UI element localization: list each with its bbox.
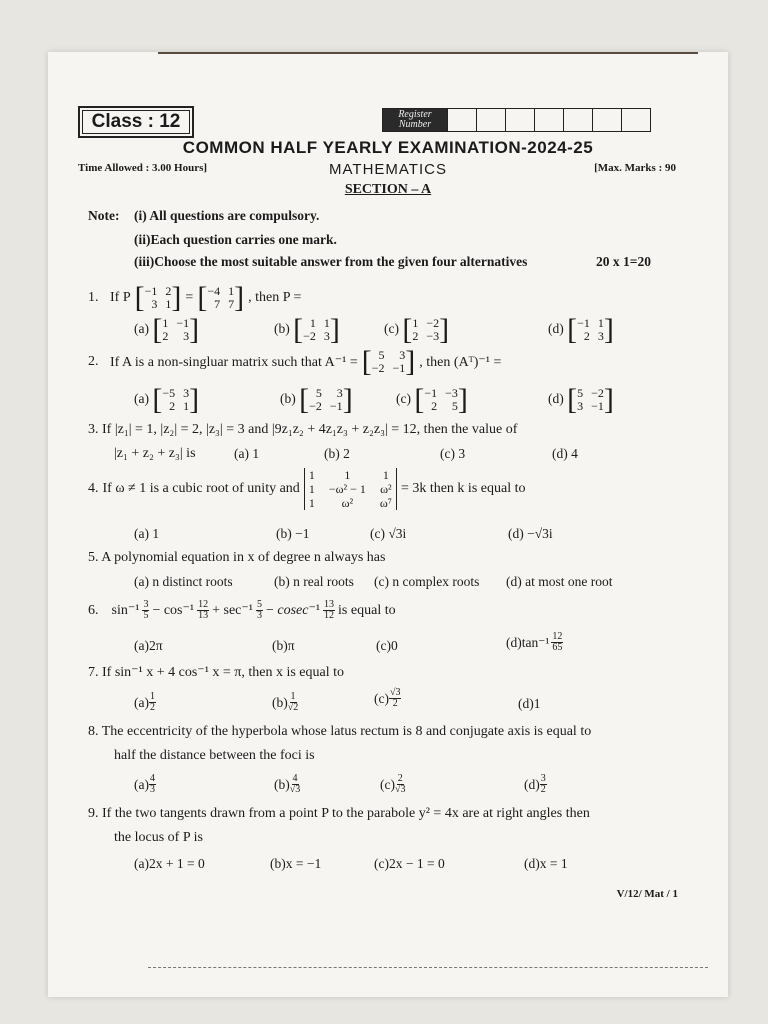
option-c: (c)0	[376, 638, 398, 653]
option-c: (c) [ 1 −2 2 −3 ]	[384, 313, 450, 346]
matrix-entry: 1	[323, 316, 330, 330]
matrix-entry: −1	[577, 316, 590, 330]
option-b: (b)π	[272, 638, 295, 653]
matrix-entry: 2	[165, 284, 172, 298]
option-d: (d)tan⁻¹ $\frac{12}{65}$	[506, 631, 563, 653]
matrix-entry: −1	[329, 399, 343, 413]
note-item: (iii)Choose the most suitable answer from the given four alternatives	[134, 254, 528, 269]
matrix-entry: 1	[165, 297, 172, 311]
matrix-entry: 2	[583, 329, 590, 343]
option-b: (b) [ 1 1 −2 3 ]	[274, 313, 340, 346]
matrix-entry: −2	[371, 361, 385, 375]
question-8-line2: half the distance between the foci is	[114, 748, 315, 763]
matrix-entry: 3	[183, 386, 190, 400]
matrix-entry: 1	[412, 316, 419, 330]
matrix-entry: −2	[303, 329, 316, 343]
option-a: (a)2x + 1 = 0	[134, 856, 205, 871]
note-label: Note:	[88, 208, 120, 223]
option-b: (b) −1	[276, 526, 310, 541]
option-c: (c) $\frac{2}{√3}$	[380, 773, 406, 795]
matrix-entry: −ω² − 1	[328, 482, 366, 496]
class-label: Class : 12	[78, 106, 194, 138]
option-a: (a) 1	[134, 526, 160, 541]
matrix-entry: 1	[228, 284, 235, 298]
question-5: 5. A polynomial equation in x of degree n always has	[88, 550, 386, 565]
matrix-entry: 7	[214, 297, 221, 311]
note-item: (ii)Each question carries one mark.	[134, 232, 337, 247]
question-7: 7. If sin⁻¹ x + 4 cos⁻¹ x = π, then x is equal to	[88, 665, 345, 680]
matrix-entry: 5	[378, 348, 385, 362]
matrix-entry: −4	[207, 284, 221, 298]
option-c: (c) n complex roots	[374, 574, 480, 589]
option-c: (c) [ −1 −3 2 5 ]	[396, 383, 468, 416]
matrix-entry: 1	[597, 316, 604, 330]
option-a: (a)2π	[134, 638, 163, 653]
matrix-entry: 3	[399, 348, 406, 362]
matrix-entry: −1	[392, 361, 406, 375]
matrix-entry: 3	[597, 329, 604, 343]
matrix-entry: −2	[591, 386, 604, 400]
matrix-entry: −3	[445, 386, 458, 400]
matrix-entry: 1	[308, 496, 315, 510]
matrix-entry: ω²	[341, 496, 354, 510]
exam-title: COMMON HALF YEARLY EXAMINATION-2024-25	[182, 138, 594, 157]
option-d: (d)1	[518, 696, 541, 711]
question-4: 4. If ω ≠ 1 is a cubic root of unity and 1 1 1 1 −ω² − 1 ω² 1 ω² ω⁷ = 3k then k is equal to	[88, 468, 526, 510]
matrix-entry: 5	[451, 399, 458, 413]
matrix-entry: 3	[151, 297, 158, 311]
option-d: (d) $\frac{3}{2}$	[524, 773, 546, 795]
top-rule	[158, 52, 698, 54]
matrix-entry: 1	[309, 316, 316, 330]
option-b: (b) 2	[324, 446, 350, 461]
option-c: (c)2x − 1 = 0	[374, 856, 445, 871]
option-d: (d) [ 5 −2 3 −1 ]	[548, 383, 614, 416]
bottom-dashed-rule	[148, 967, 708, 968]
question-6: 6. sin⁻¹ $\frac{3}{5}$ − cos⁻¹ $\frac{12}{13}$ + sec⁻¹ $\frac{5}{3}$ − cosec⁻¹ $\frac{13}{12}$ is equal to	[88, 599, 396, 621]
page-footer: V/12/ Mat / 1	[616, 888, 678, 900]
subject-title: MATHEMATICS	[329, 161, 447, 178]
matrix-entry: 5	[315, 386, 322, 400]
option-d: (d)x = 1	[524, 856, 568, 871]
option-d: (d) [ −1 1 2 3 ]	[548, 313, 614, 346]
matrix-entry: 3	[323, 329, 330, 343]
matrix-entry: −2	[309, 399, 322, 413]
matrix-entry: 3	[577, 399, 584, 413]
option-c: (c) √3i	[370, 526, 407, 541]
question-9: 9. If the two tangents drawn from a point P to the parabole y² = 4x are at right angles then	[88, 806, 590, 821]
option-b: (b) $\frac{4}{√3}$	[274, 773, 301, 795]
determinant	[304, 468, 397, 510]
matrix-entry: −2	[426, 316, 440, 330]
note-item: (i) All questions are compulsory.	[134, 208, 320, 223]
option-a: (a) $\frac{4}{3}$	[134, 773, 155, 795]
question-3: 3. If |z₁| = 1, |z₂| = 2, |z₃| = 3 and |9z₁z₂ + 4z₁z₃ + z₂z₃| = 12, then the value of	[88, 422, 518, 437]
matrix-entry: 1	[308, 482, 315, 496]
matrix-entry: −1	[424, 386, 438, 400]
option-a: (a) $\frac{1}{2}$	[134, 691, 155, 713]
question-3-line2: |z₁ + z₂ + z₃| is	[114, 446, 196, 461]
matrix-entry: 2	[412, 329, 419, 343]
option-b: (b) $\frac{1}{√2}$	[272, 691, 299, 713]
option-a: (a) 1	[234, 446, 260, 461]
marks-allocation: 20 x 1=20	[596, 254, 651, 269]
matrix-entry: 1	[183, 399, 190, 413]
matrix-entry: ω⁷	[379, 496, 392, 510]
option-c: (c) $\frac{√3}{2}$	[374, 687, 401, 709]
matrix-entry: −1	[144, 284, 158, 298]
matrix-entry: 1	[382, 468, 389, 482]
matrix-entry: 2	[431, 399, 438, 413]
time-allowed: Time Allowed : 3.00 Hours]	[78, 162, 208, 174]
question-8: 8. The eccentricity of the hyperbola whose latus rectum is 8 and conjugate axis is equal to	[88, 724, 592, 739]
matrix-entry: 2	[162, 329, 169, 343]
matrix-entry: 1	[344, 468, 351, 482]
option-c: (c) 3	[440, 446, 466, 461]
matrix-entry: 1	[308, 468, 315, 482]
matrix-entry: 3	[336, 386, 343, 400]
option-b: (b) [ 5 3 −2 −1 ]	[280, 383, 353, 416]
register-label: Register Number	[383, 109, 447, 131]
matrix-entry: 2	[169, 399, 176, 413]
matrix: [ −1 2 3 1 ]	[134, 281, 182, 314]
matrix-entry: −1	[591, 399, 604, 413]
matrix-entry: 7	[228, 297, 235, 311]
option-d: (d) −√3i	[508, 526, 553, 541]
option-d: (d) at most one root	[506, 574, 613, 589]
option-b: (b) n real roots	[274, 574, 354, 589]
exam-paper	[48, 52, 728, 997]
matrix-entry: ω²	[380, 482, 392, 496]
matrix-entry: −1	[176, 316, 190, 330]
section-heading: SECTION – A	[344, 182, 432, 197]
question-9-line2: the locus of P is	[114, 830, 203, 845]
register-number-box	[382, 108, 651, 132]
option-a: (a) [ −5 3 2 1 ]	[134, 383, 200, 416]
max-marks: [Max. Marks : 90	[594, 162, 676, 174]
option-a: (a) n distinct roots	[134, 574, 233, 589]
matrix-entry: 5	[577, 386, 584, 400]
matrix-entry: −3	[426, 329, 440, 343]
option-a: (a) [ 1 −1 2 3 ]	[134, 313, 200, 346]
matrix: [ −4 1 7 7 ]	[197, 281, 245, 314]
matrix-entry: 1	[162, 316, 169, 330]
matrix-entry: −5	[162, 386, 176, 400]
question-2: 2. If A is a non-singluar matrix such that A⁻¹ = [ 5 3 −2 −1 ] , then (Aᵀ)⁻¹ =	[88, 345, 502, 378]
matrix-entry: 3	[183, 329, 190, 343]
question-1: 1. If P [ −1 2 3 1 ] = [ −4 1 7 7 ] , then P =	[88, 281, 302, 314]
option-d: (d) 4	[552, 446, 578, 461]
option-b: (b)x = −1	[270, 856, 322, 871]
